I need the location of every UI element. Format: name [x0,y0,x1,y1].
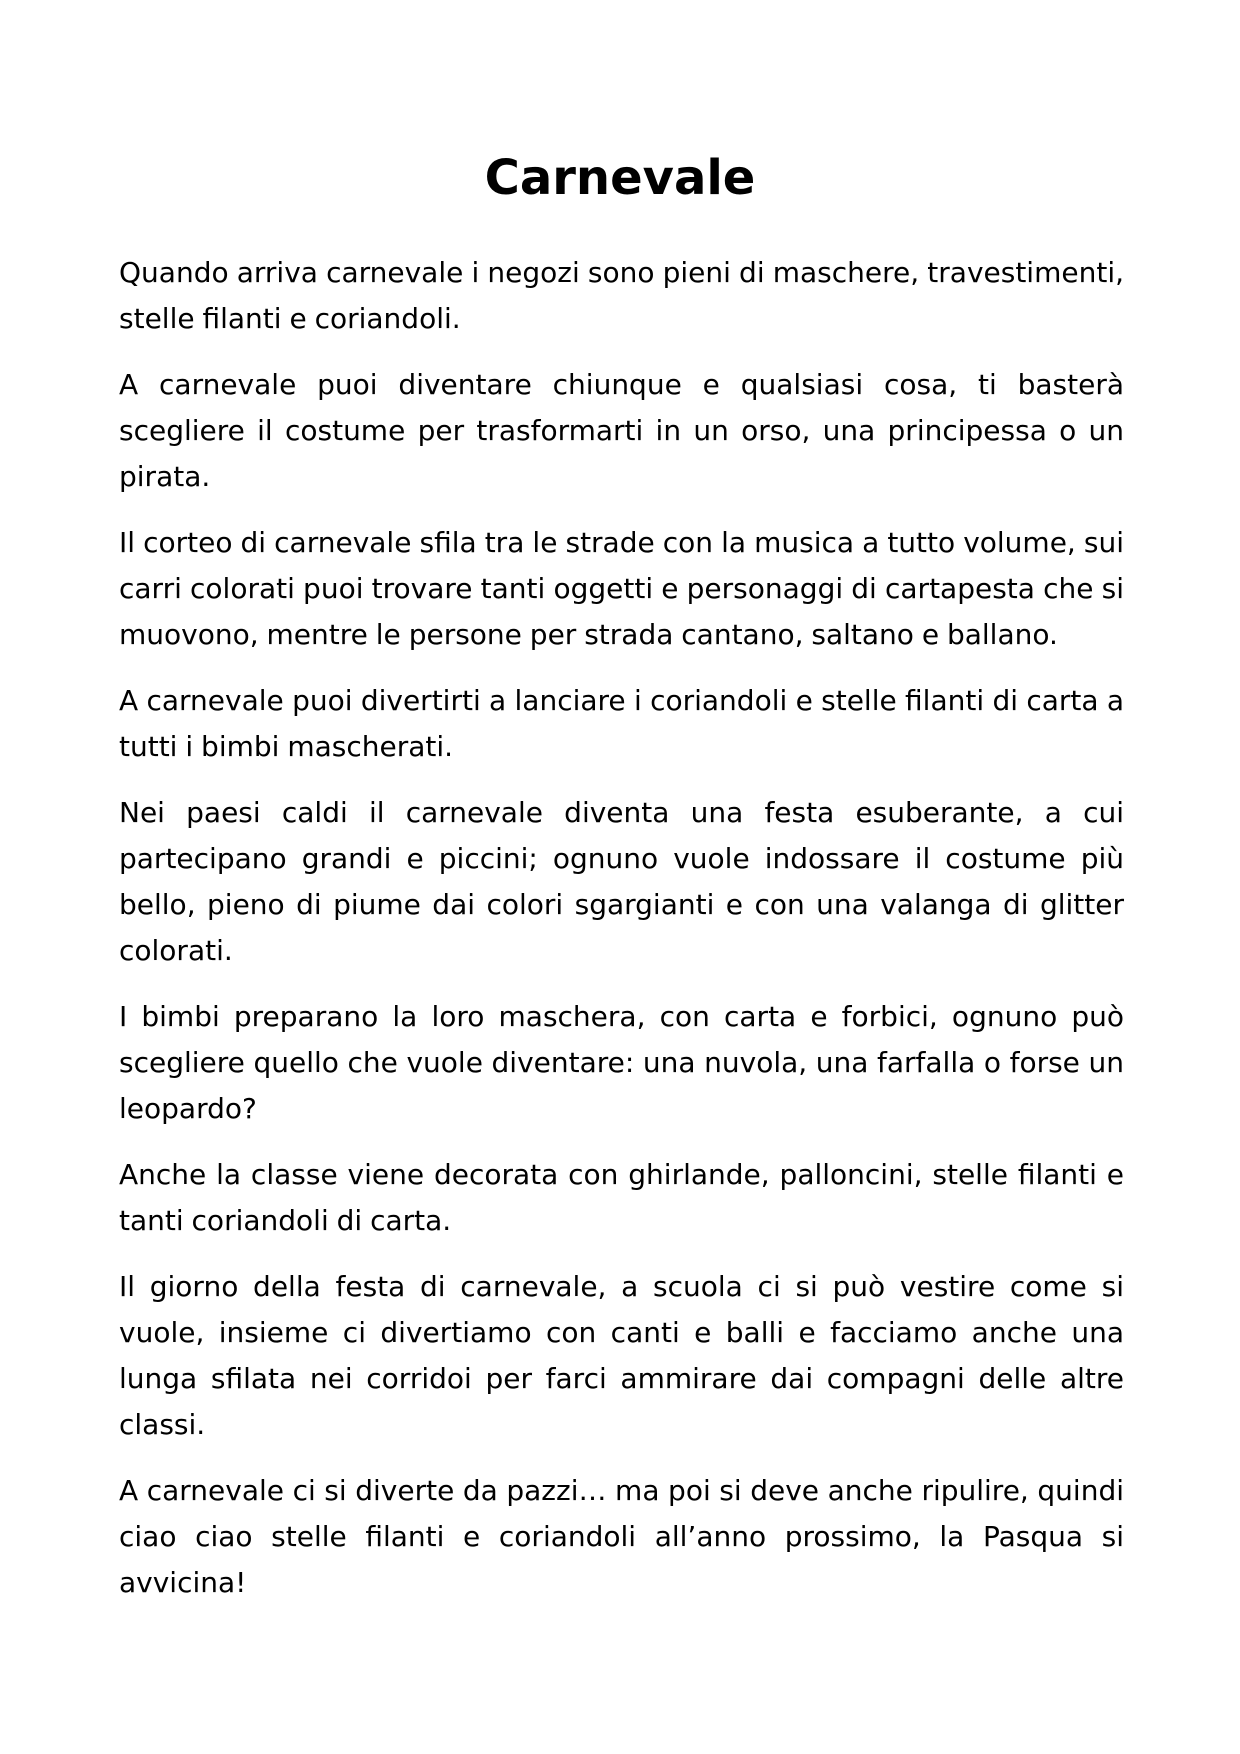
paragraph: A carnevale puoi diventare chiunque e qualsiasi cosa, ti basterà scegliere il costume per trasformarti in un orso, una principessa o un pirata. [119,368,1124,493]
paragraph: A carnevale puoi divertirti a lanciare i coriandoli e stelle filanti di carta a tutti i bimbi mascherati. [119,684,1124,763]
paragraph: Anche la classe viene decorata con ghirlande, palloncini, stelle filanti e tanti coriandoli di carta. [119,1158,1124,1237]
body-text [119,250,1124,1626]
paragraph: I bimbi preparano la loro maschera, con carta e forbici, ognuno può scegliere quello che vuole diventare: una nuvola, una farfalla o forse un leopardo? [119,1000,1124,1125]
paragraph: A carnevale ci si diverte da pazzi… ma poi si deve anche ripulire, quindi ciao ciao stelle filanti e coriandoli all’anno prossimo, la Pasqua si avvicina! [119,1474,1124,1599]
paragraph: Il corteo di carnevale sfila tra le strade con la musica a tutto volume, sui carri colorati puoi trovare tanti oggetti e personaggi di cartapesta che si muovono, mentre le persone per strada cantano, saltano e ballano. [119,526,1124,651]
paragraph: Nei paesi caldi il carnevale diventa una festa esuberante, a cui partecipano grandi e piccini; ognuno vuole indossare il costume più bello, pieno di piume dai colori sgargianti e con una valanga di glitter colorati. [119,796,1124,967]
page-title: Carnevale [484,150,756,206]
paragraph: Quando arriva carnevale i negozi sono pieni di maschere, travestimenti, stelle filanti e coriandoli. [119,256,1124,335]
paragraph: Il giorno della festa di carnevale, a scuola ci si può vestire come si vuole, insieme ci divertiamo con canti e balli e facciamo anche una lunga sfilata nei corridoi per farci ammirare dai compagni delle altre classi. [119,1270,1124,1441]
